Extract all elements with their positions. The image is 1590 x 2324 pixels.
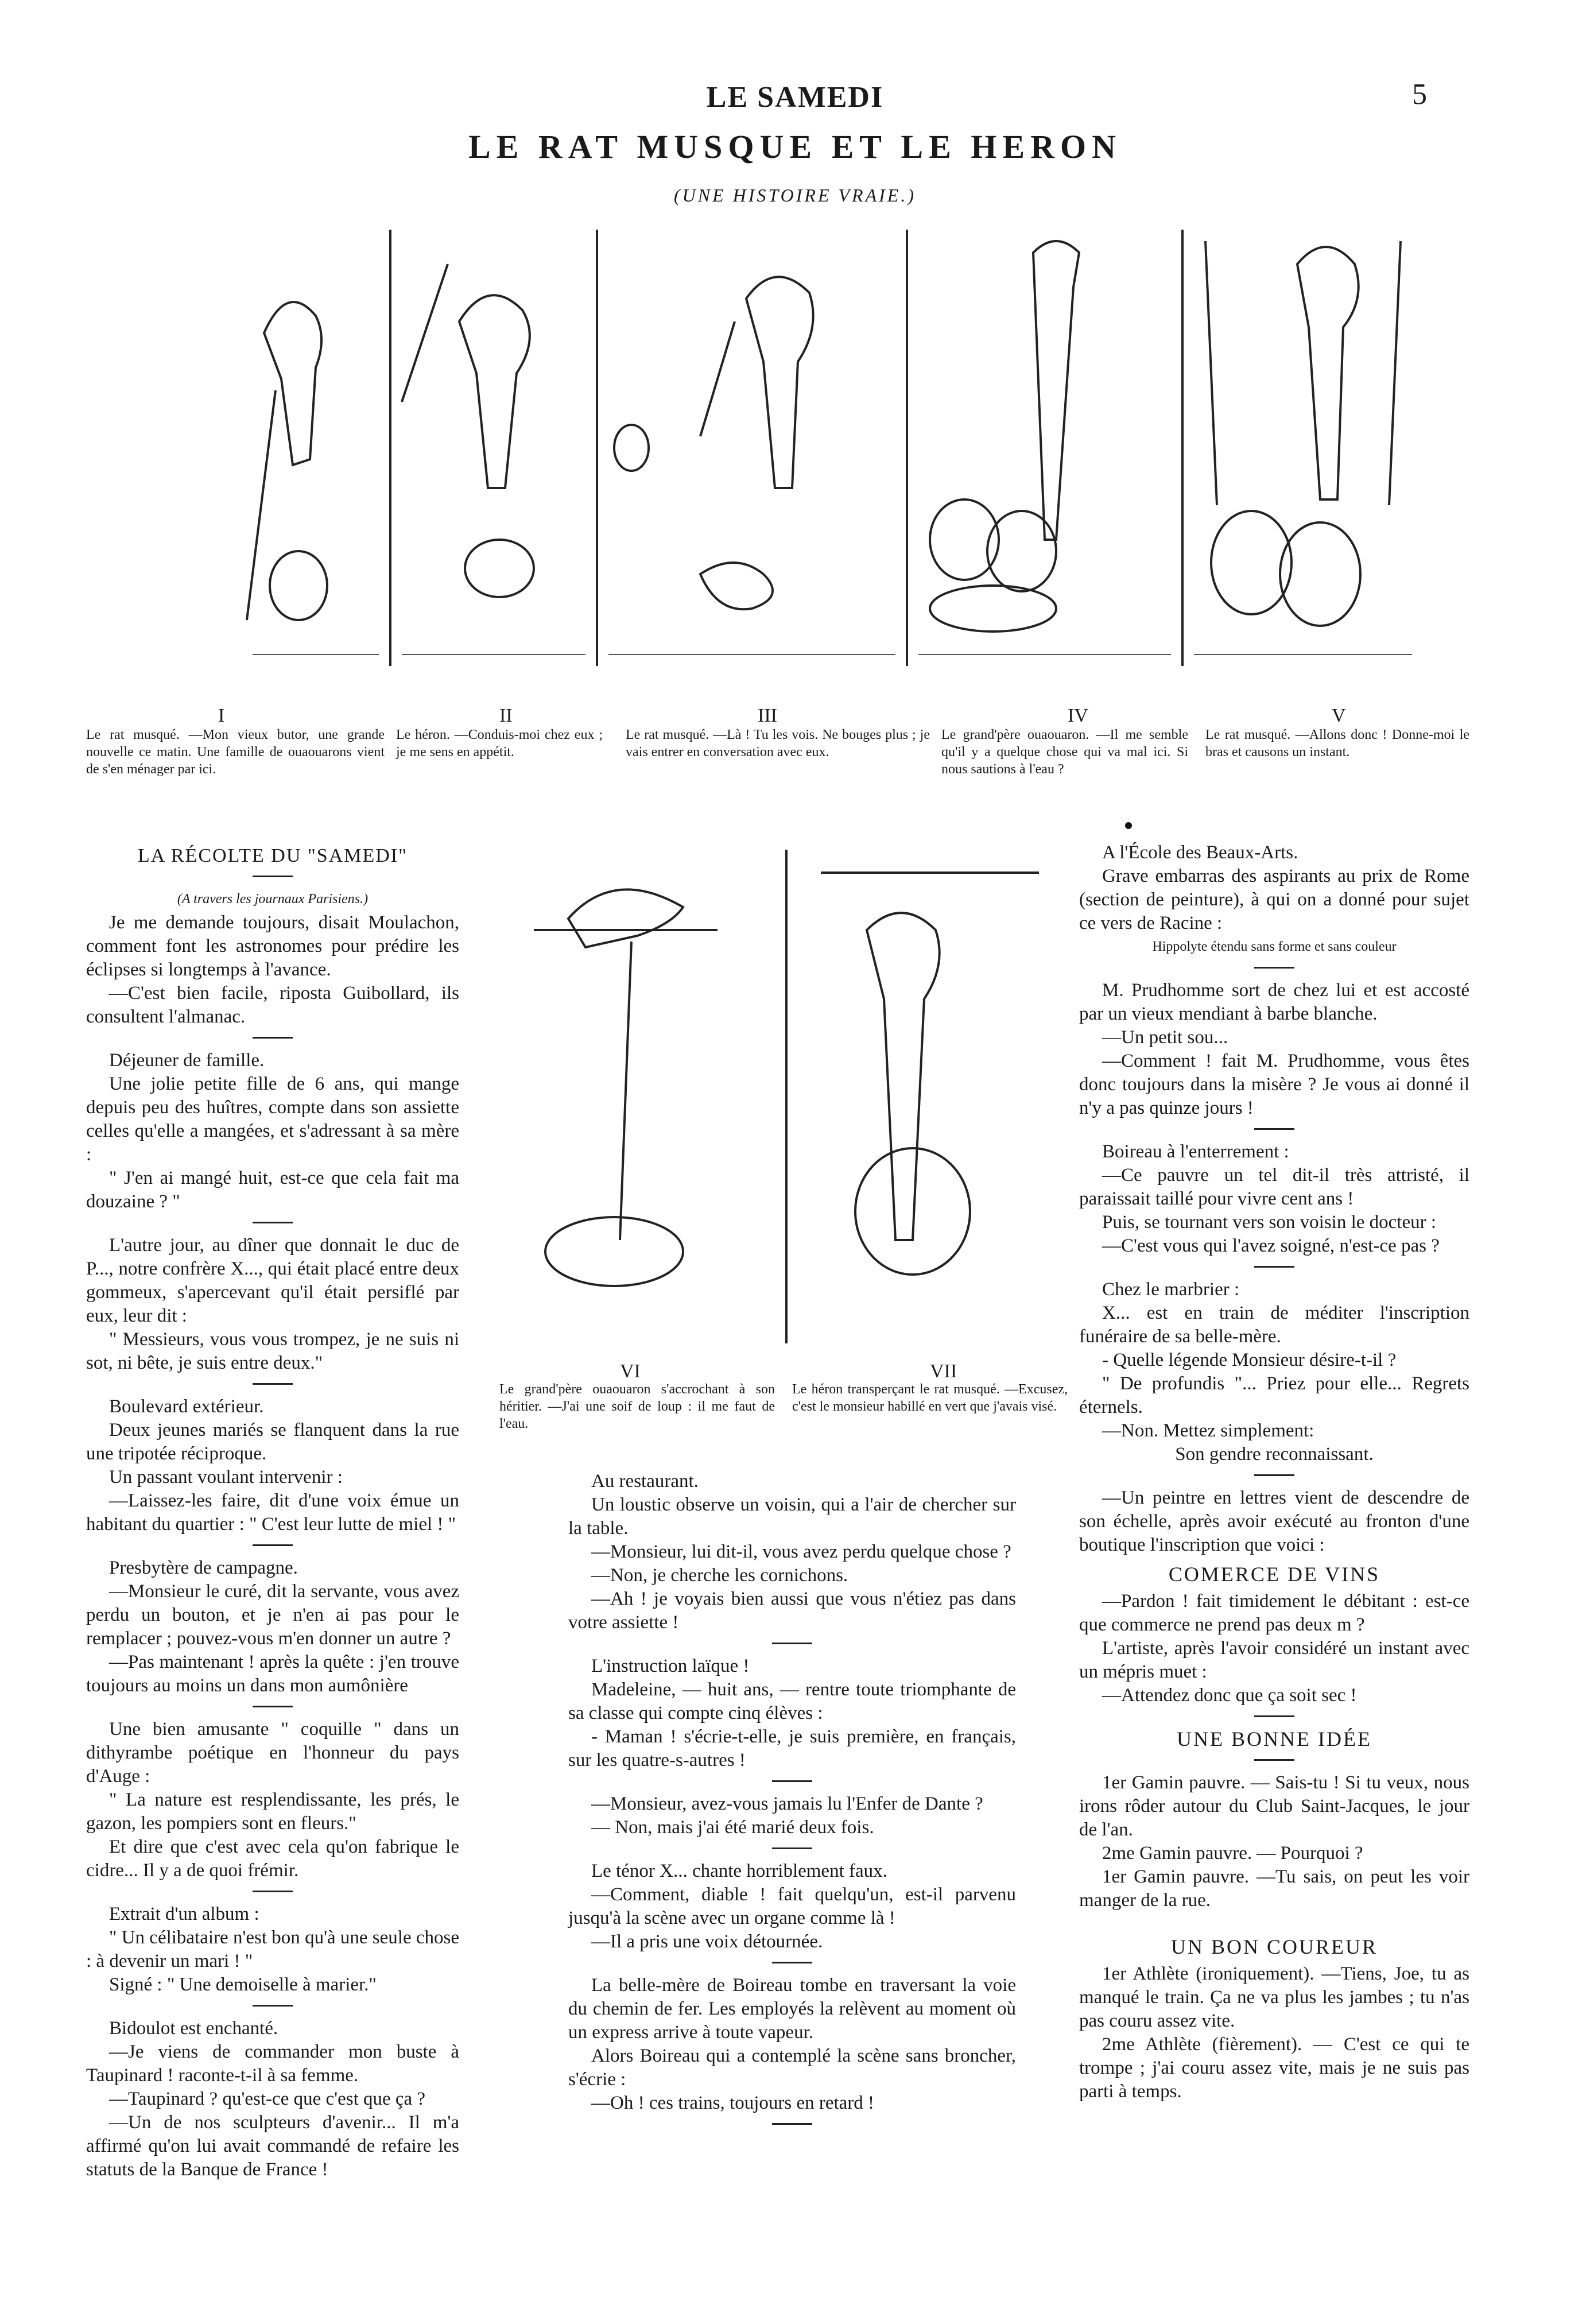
joke-paragraph: La belle-mère de Boireau tombe en traversant la voie du chemin de fer. Les employés la relèvent au moment où un express arrive à toute vapeur. (568, 1975, 1016, 2043)
panel-1-caption: Le rat musqué. —Mon vieux butor, une grande nouvelle ce matin. Une famille de ouaouarons vient de s'en ménager par ici. (86, 727, 385, 777)
divider (253, 1706, 293, 1707)
joke-paragraph: Le ténor X... chante horriblement faux. (591, 1861, 887, 1881)
joke-paragraph: —Non. Mettez simplement: (1102, 1420, 1314, 1441)
joke-paragraph: —Attendez donc que ça soit sec ! (1102, 1685, 1357, 1706)
joke-paragraph: L'instruction laïque ! (591, 1656, 750, 1676)
divider (253, 1544, 293, 1546)
joke-paragraph: Signé : " Une demoiselle à marier." (109, 1974, 377, 1995)
joke-paragraph: L'artiste, après l'avoir considéré un instant avec un mépris muet : (1079, 1638, 1469, 1682)
panel-4-numeral: IV (1068, 705, 1088, 726)
joke-paragraph: Déjeuner de famille. (109, 1050, 265, 1071)
divider (772, 1780, 812, 1782)
panel-6-numeral: VI (620, 1361, 641, 1382)
page-subtitle: (UNE HISTOIRE VRAIE.) (674, 185, 916, 206)
right-column (1079, 841, 1469, 2104)
joke-paragraph: —Pas maintenant ! après la quête : j'en trouve toujours au moins un dans mon aumônière (86, 1652, 459, 1696)
divider (253, 876, 293, 877)
joke-paragraph: —Je viens de commander mon buste à Taupinard ! raconte-t-il à sa femme. (86, 2042, 459, 2086)
divider (1254, 1474, 1294, 1476)
comic-strip-bottom-illustration (499, 838, 1073, 1349)
comic-strip-top-illustration (230, 218, 1424, 677)
joke-paragraph: Un passant voulant intervenir : (109, 1467, 343, 1488)
joke-paragraph: —Laissez-les faire, dit d'une voix émue un habitant du quartier : " C'est leur lutte de miel ! " (86, 1490, 459, 1535)
panel-6-caption: Le grand'père ouaouaron s'accrochant à son héritier. —J'ai une soif de loup : il me faut de l'eau. (499, 1382, 775, 1431)
joke-paragraph: Boulevard extérieur. (109, 1396, 264, 1417)
racine-verse: Hippolyte étendu sans forme et sans couleur (1152, 939, 1397, 954)
joke-paragraph: —Pardon ! fait timidement le débitant : est-ce que commerce ne prend pas deux m ? (1079, 1591, 1469, 1635)
joke-paragraph: —Il a pris une voix détournée. (591, 1931, 823, 1952)
comic-strip-bottom (499, 838, 1073, 1349)
panel-2-caption: Le héron. —Conduis-moi chez eux ; je me sens en appétit. (396, 727, 603, 760)
joke-paragraph: " J'en ai mangé huit, est-ce que cela fait ma douzaine ? " (86, 1168, 459, 1212)
comic-strip-top (230, 218, 1424, 677)
joke-paragraph: 2me Gamin pauvre. — Pourquoi ? (1102, 1843, 1363, 1864)
panel-3-numeral: III (758, 705, 777, 726)
joke-paragraph: 1er Athlète (ironiquement). —Tiens, Joe, tu as manqué le train. Ça ne va plus les jambes ; tu n'as pas couru assez vite. (1079, 1963, 1469, 2031)
joke-paragraph: —Monsieur le curé, dit la servante, vous avez perdu un bouton, et je n'en ai pas pour le remplacer ; pouvez-vous m'en donner un autre ? (86, 1581, 459, 1649)
joke-paragraph: —Ah ! je voyais bien aussi que vous n'étiez pas dans votre assiette ! (568, 1589, 1016, 1633)
joke-paragraph: —Taupinard ? qu'est-ce que c'est que ça ? (109, 2089, 426, 2109)
joke-paragraph: Extrait d'un album : (109, 1904, 259, 1924)
joke-paragraph: Je me demande toujours, disait Moulachon, comment font les astronomes pour prédire les éclipses si longtemps à l'avance. (86, 912, 459, 980)
joke-paragraph: " Un célibataire n'est bon qu'à une seule chose : à devenir un mari ! " (86, 1927, 459, 1971)
divider (253, 2005, 293, 2007)
panel-1-numeral: I (218, 705, 225, 726)
recolte-subheading: (A travers les journaux Parisiens.) (177, 892, 369, 907)
shop-sign-text: COMERCE DE VINS (1168, 1563, 1380, 1586)
left-column (86, 844, 459, 2182)
joke-paragraph: A l'École des Beaux-Arts. (1102, 842, 1298, 863)
joke-paragraph: —C'est vous qui l'avez soigné, n'est-ce pas ? (1102, 1235, 1440, 1256)
joke-paragraph: —Ce pauvre un tel dit-il très attristé, il paraissait taillé pour vivre cent ans ! (1079, 1165, 1469, 1209)
joke-paragraph: 1er Gamin pauvre. —Tu sais, on peut les voir manger de la rue. (1079, 1866, 1469, 1911)
joke-paragraph: X... est en train de méditer l'inscription funéraire de sa belle-mère. (1079, 1303, 1469, 1347)
joke-paragraph: —Monsieur, avez-vous jamais lu l'Enfer de Dante ? (591, 1794, 983, 1814)
section-heading-bon-coureur: UN BON COUREUR (1170, 1935, 1378, 1958)
page-number: 5 (1412, 78, 1427, 111)
joke-paragraph: Une jolie petite fille de 6 ans, qui mange depuis peu des huîtres, compte dans son assiette celles qu'elle a mangées, et s'adressant à sa mère : (86, 1074, 459, 1165)
joke-paragraph: —Un de nos sculpteurs d'avenir... Il m'a affirmé qu'on lui avait commandé de refaire les statuts de la Banque de France ! (86, 2112, 459, 2180)
epitaph-line: Son gendre reconnaissant. (1175, 1444, 1374, 1465)
joke-paragraph: — Non, mais j'ai été marié deux fois. (591, 1817, 874, 1838)
divider (1254, 1128, 1294, 1130)
joke-paragraph: Une bien amusante " coquille " dans un dithyrambe poétique en l'honneur du pays d'Auge : (86, 1719, 459, 1787)
ornament-dot (1125, 822, 1132, 829)
joke-paragraph: —Comment, diable ! fait quelqu'un, est-il parvenu jusqu'à la scène avec un organe comme là ! (568, 1884, 1016, 1928)
joke-paragraph: Chez le marbrier : (1102, 1279, 1240, 1300)
joke-paragraph: M. Prudhomme sort de chez lui et est accosté par un vieux mendiant à barbe blanche. (1079, 980, 1469, 1024)
panel-3-caption: Le rat musqué. —Là ! Tu les vois. Ne bouges plus ; je vais entrer en conversation avec eux. (626, 727, 930, 760)
divider (1254, 1266, 1294, 1268)
divider (1254, 1759, 1294, 1761)
divider (772, 1847, 812, 1849)
joke-paragraph: Alors Boireau qui a contemplé la scène sans broncher, s'écrie : (568, 2046, 1016, 2090)
divider (772, 1643, 812, 1644)
joke-paragraph: " La nature est resplendissante, les prés, le gazon, les pompiers sont en fleurs." (86, 1790, 459, 1834)
joke-paragraph: Puis, se tournant vers son voisin le docteur : (1102, 1212, 1437, 1233)
joke-paragraph: Au restaurant. (591, 1471, 699, 1492)
joke-paragraph: —Comment ! fait M. Prudhomme, vous êtes donc toujours dans la misère ? Je vous ai donné il n'y a pas quinze jours ! (1079, 1051, 1469, 1118)
panel-5-caption: Le rat musqué. —Allons donc ! Donne-moi le bras et causons un instant. (1205, 727, 1469, 760)
joke-paragraph: - Quelle légende Monsieur désire-t-il ? (1102, 1350, 1397, 1370)
joke-paragraph: Boireau à l'enterrement : (1102, 1141, 1289, 1162)
joke-paragraph: - Maman ! s'écrie-t-elle, je suis première, en français, sur les quatre-s-autres ! (568, 1726, 1016, 1771)
joke-paragraph: —Monsieur, lui dit-il, vous avez perdu quelque chose ? (591, 1541, 1011, 1562)
masthead: LE SAMEDI (706, 81, 884, 114)
joke-paragraph: Grave embarras des aspirants au prix de Rome (section de peinture), à qui on a donné pour sujet ce vers de Racine : (1079, 866, 1469, 934)
middle-column (568, 1470, 1016, 2135)
joke-paragraph: —Un peintre en lettres vient de descendre de son échelle, après avoir exécuté au fronton d'une boutique l'inscription que voici : (1079, 1488, 1469, 1555)
joke-paragraph: Presbytère de campagne. (109, 1558, 298, 1578)
panel-5-numeral: V (1332, 705, 1346, 726)
joke-paragraph: —Oh ! ces trains, toujours en retard ! (591, 2093, 875, 2113)
panel-7-numeral: VII (930, 1361, 957, 1382)
joke-paragraph: Un loustic observe un voisin, qui a l'air de chercher sur la table. (568, 1494, 1016, 1539)
divider (253, 1383, 293, 1385)
section-heading-bonne-idee: UNE BONNE IDÉE (1177, 1727, 1372, 1750)
panel-4-caption: Le grand'père ouaouaron. —Il me semble qu'il y a quelque chose qui va mal ici. Si nous sautions à l'eau ? (941, 727, 1188, 777)
divider (1254, 967, 1294, 969)
joke-paragraph: L'autre jour, au dîner que donnait le duc de P..., notre confrère X..., qui était placé entre deux gommeux, s'apercevant qu'il était persiflé par eux, leur dit : (86, 1235, 459, 1326)
panel-7-caption: Le héron transperçant le rat musqué. —Excusez, c'est le monsieur habillé en vert que j'avais visé. (792, 1382, 1068, 1414)
divider (253, 1037, 293, 1039)
joke-paragraph: Deux jeunes mariés se flanquent dans la rue une tripotée réciproque. (86, 1420, 459, 1464)
joke-paragraph: Et dire que c'est avec cela qu'on fabrique le cidre... Il y a de quoi frémir. (86, 1837, 459, 1881)
joke-paragraph: —Non, je cherche les cornichons. (591, 1565, 848, 1586)
joke-paragraph: " Messieurs, vous vous trompez, je ne suis ni sot, ni bête, je suis entre deux." (86, 1329, 459, 1373)
recolte-heading: LA RÉCOLTE DU "SAMEDI" (137, 845, 408, 866)
divider (1254, 1715, 1294, 1717)
divider (772, 2123, 812, 2125)
joke-paragraph: 2me Athlète (fièrement). — C'est ce qui te trompe ; j'ai couru assez vite, mais je ne suis pas parti à temps. (1079, 2034, 1469, 2102)
joke-paragraph: Madeleine, — huit ans, — rentre toute triomphante de sa classe qui compte cinq élèves : (568, 1679, 1016, 1723)
panel-2-numeral: II (499, 705, 513, 726)
joke-paragraph: Bidoulot est enchanté. (109, 2018, 278, 2039)
page-title: LE RAT MUSQUE ET LE HERON (468, 128, 1122, 165)
joke-paragraph: —C'est bien facile, riposta Guibollard, ils consultent l'almanac. (86, 983, 459, 1027)
divider (253, 1891, 293, 1892)
divider (253, 1222, 293, 1223)
joke-paragraph: 1er Gamin pauvre. — Sais-tu ! Si tu veux, nous irons rôder autour du Club Saint-Jacques, le jour de l'an. (1079, 1772, 1469, 1840)
divider (772, 1962, 812, 1963)
joke-paragraph: —Un petit sou... (1102, 1027, 1228, 1048)
joke-paragraph: " De profundis "... Priez pour elle... Regrets éternels. (1079, 1373, 1469, 1417)
